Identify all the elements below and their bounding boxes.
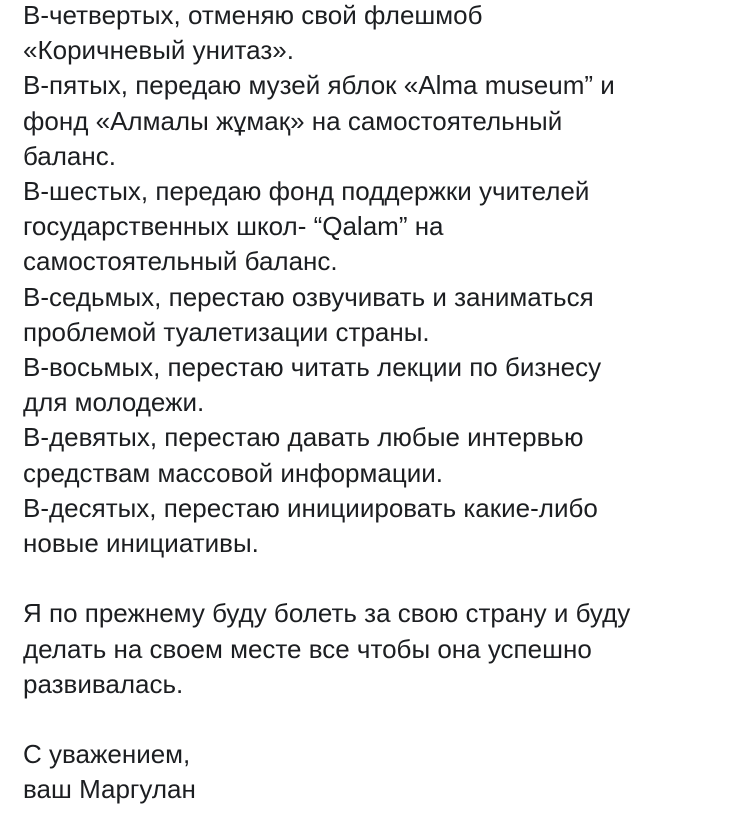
text-line: В-девятых, перестаю давать любые интервью: [23, 422, 584, 453]
paragraph-gap: [23, 702, 730, 737]
text-line: развивалась.: [23, 668, 184, 699]
text-line: В-седьмых, перестаю озвучивать и заниматься: [23, 281, 594, 312]
text-line: баланс.: [23, 140, 116, 171]
text-line: В-четвертых, отменяю свой флешмоб: [23, 0, 483, 30]
list-item-ninth: [23, 420, 730, 490]
list-item-seventh: [23, 280, 730, 350]
list-item-sixth: [23, 174, 730, 280]
list-item-tenth: [23, 491, 730, 561]
text-line: С уважением,: [23, 739, 191, 770]
text-line: Я по прежнему буду болеть за свою страну и буду: [23, 598, 631, 629]
list-item-fifth: [23, 68, 730, 174]
text-line: «Коричневый унитаз».: [23, 35, 294, 66]
paragraph-gap: [23, 561, 730, 596]
text-line: ваш Маргулан: [23, 774, 196, 805]
text-line: средствам массовой информации.: [23, 457, 444, 488]
text-line: В-пятых, передаю музей яблок «Alma museum” и: [23, 70, 615, 101]
list-item-fourth: [23, 0, 730, 68]
text-line: самостоятельный баланс.: [23, 246, 338, 277]
text-line: В-шестых, передаю фонд поддержки учителей: [23, 176, 590, 207]
text-line: делать на своем месте все чтобы она успешно: [23, 633, 592, 664]
text-line: государственных школ- “Qalam” на: [23, 211, 444, 242]
text-line: новые инициативы.: [23, 528, 259, 559]
text-line: В-десятых, перестаю инициировать какие-либо: [23, 492, 598, 523]
text-line: проблемой туалетизации страны.: [23, 316, 430, 347]
closing-paragraph: [23, 596, 730, 702]
text-line: В-восьмых, перестаю читать лекции по бизнесу: [23, 352, 602, 383]
signature: [23, 737, 730, 807]
text-line: фонд «Алмалы жұмақ» на самостоятельный: [23, 105, 563, 136]
text-line: для молодежи.: [23, 387, 205, 418]
list-item-eighth: [23, 350, 730, 420]
